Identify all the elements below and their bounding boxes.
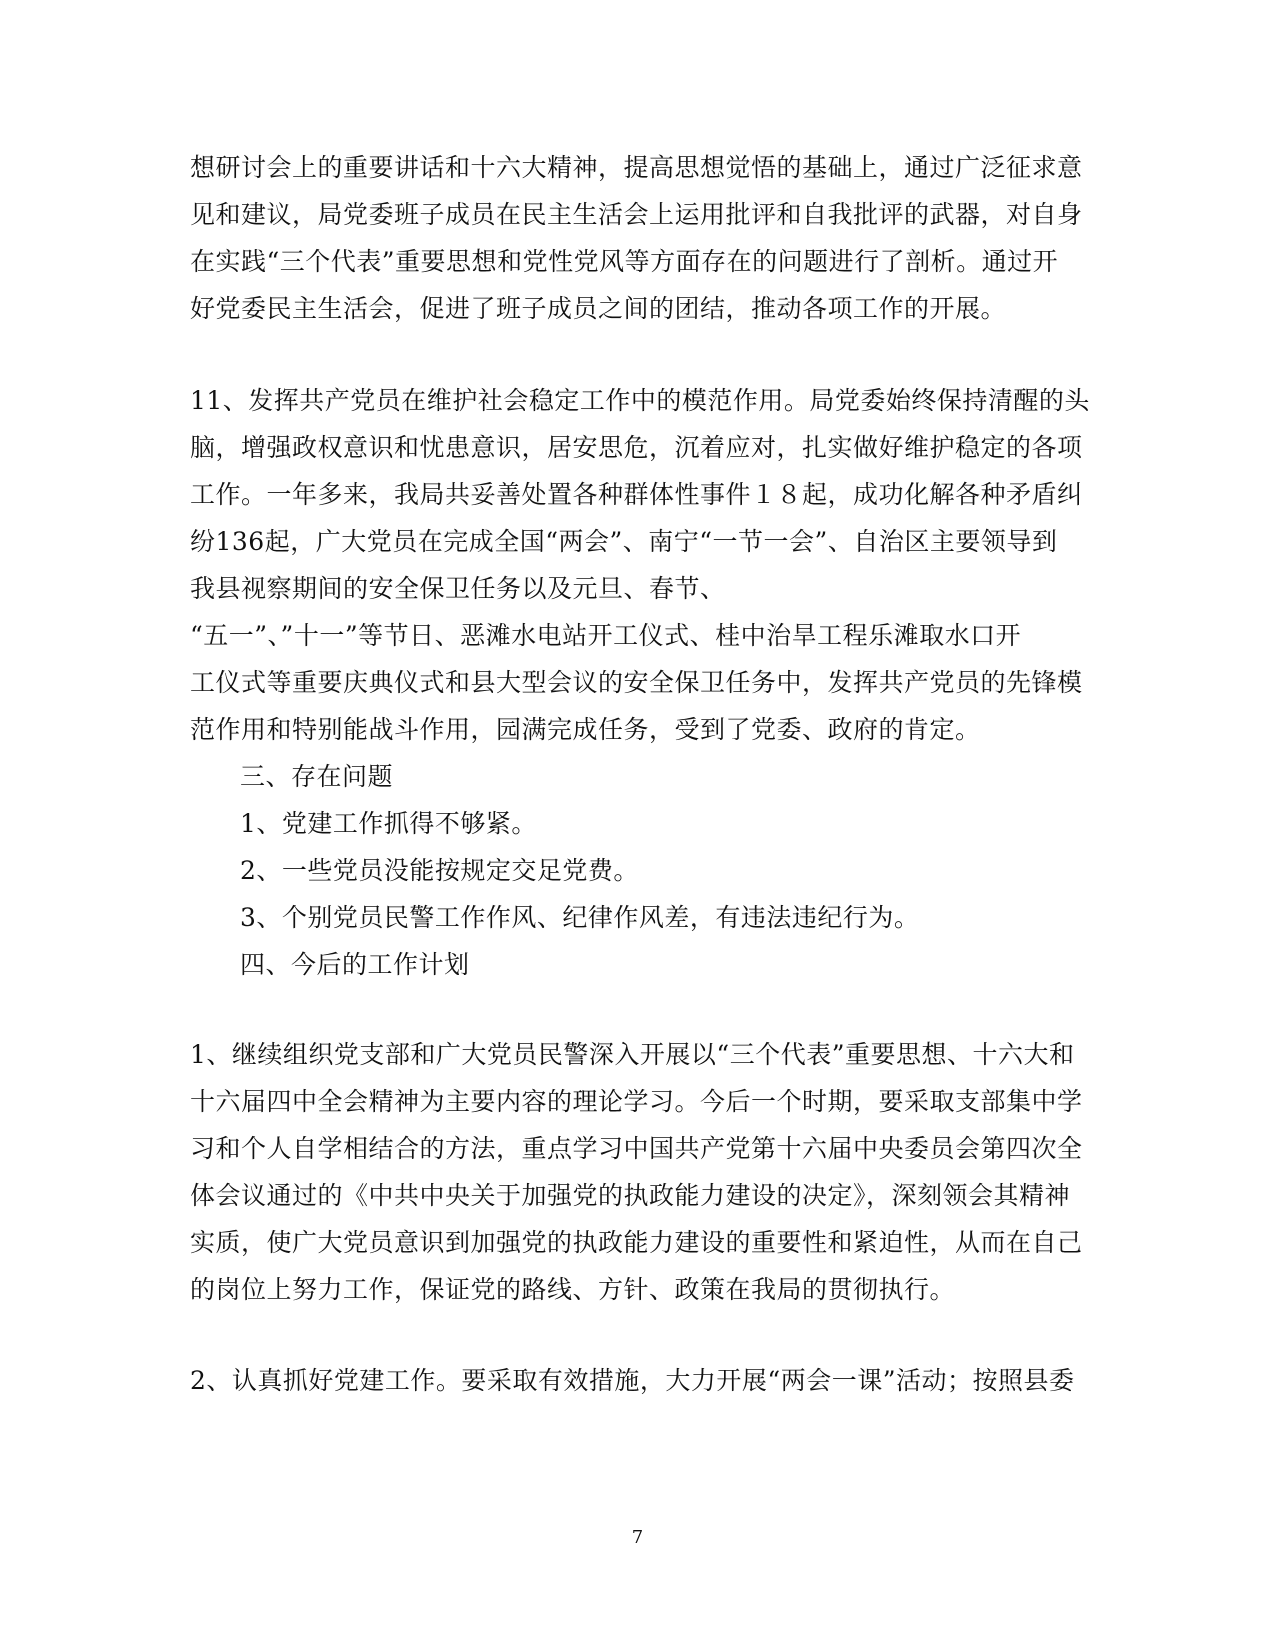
text-line: 纷136起，广大党员在完成全国“两会”、南宁“一节一会”、自治区主要领导到	[190, 527, 1058, 556]
text-line: 1、继续组织党支部和广大党员民警深入开展以“三个代表”重要思想、十六大和	[190, 1040, 1075, 1069]
text-line: 2、认真抓好党建工作。要采取有效措施，大力开展“两会一课”活动；按照县委	[190, 1366, 1075, 1395]
text-line: 范作用和特别能战斗作用，园满完成任务，受到了党委、政府的肯定。	[190, 715, 981, 744]
text-line: “五一”、”十一”等节日、恶滩水电站开工仪式、桂中治旱工程乐滩取水口开	[190, 621, 1022, 650]
text-line: 实质，使广大党员意识到加强党的执政能力建设的重要性和紧迫性，从而在自己	[190, 1228, 1083, 1257]
text-line: 好党委民主生活会，促进了班子成员之间的团结，推动各项工作的开展。	[190, 294, 1007, 323]
section-heading: 三、存在问题	[240, 762, 394, 791]
list-item: 2、一些党员没能按规定交足党费。	[240, 856, 639, 885]
text-line: 体会议通过的《中共中央关于加强党的执政能力建设的决定》，深刻领会其精神	[190, 1181, 1071, 1210]
text-line: 十六届四中全会精神为主要内容的理论学习。今后一个时期，要采取支部集中学	[190, 1087, 1083, 1116]
text-line: 想研讨会上的重要讲话和十六大精神，提高思想觉悟的基础上，通过广泛征求意	[190, 153, 1083, 182]
text-line: 我县视察期间的安全保卫任务以及元旦、春节、	[190, 574, 726, 603]
page-number: 7	[631, 1527, 644, 1548]
section-heading: 四、今后的工作计划	[240, 950, 470, 979]
text-line: 工仪式等重要庆典仪式和县大型会议的安全保卫任务中，发挥共产党员的先锋模	[190, 668, 1083, 697]
text-line: 在实践“三个代表”重要思想和党性党风等方面存在的问题进行了剖析。通过开	[190, 247, 1059, 276]
text-line: 见和建议，局党委班子成员在民主生活会上运用批评和自我批评的武器，对自身	[190, 200, 1083, 229]
text-line: 习和个人自学相结合的方法，重点学习中国共产党第十六届中央委员会第四次全	[190, 1134, 1083, 1163]
list-item: 1、党建工作抓得不够紧。	[240, 809, 537, 838]
text-line: 11、发挥共产党员在维护社会稳定工作中的模范作用。局党委始终保持清醒的头	[190, 386, 1090, 415]
text-line: 的岗位上努力工作，保证党的路线、方针、政策在我局的贯彻执行。	[190, 1275, 956, 1304]
list-item: 3、个别党员民警工作作风、纪律作风差，有违法违纪行为。	[240, 903, 920, 932]
text-line: 脑，增强政权意识和忧患意识，居安思危，沉着应对，扎实做好维护稳定的各项	[190, 433, 1083, 462]
text-line: 工作。一年多来，我局共妥善处置各种群体性事件１８起，成功化解各种矛盾纠	[190, 480, 1083, 509]
